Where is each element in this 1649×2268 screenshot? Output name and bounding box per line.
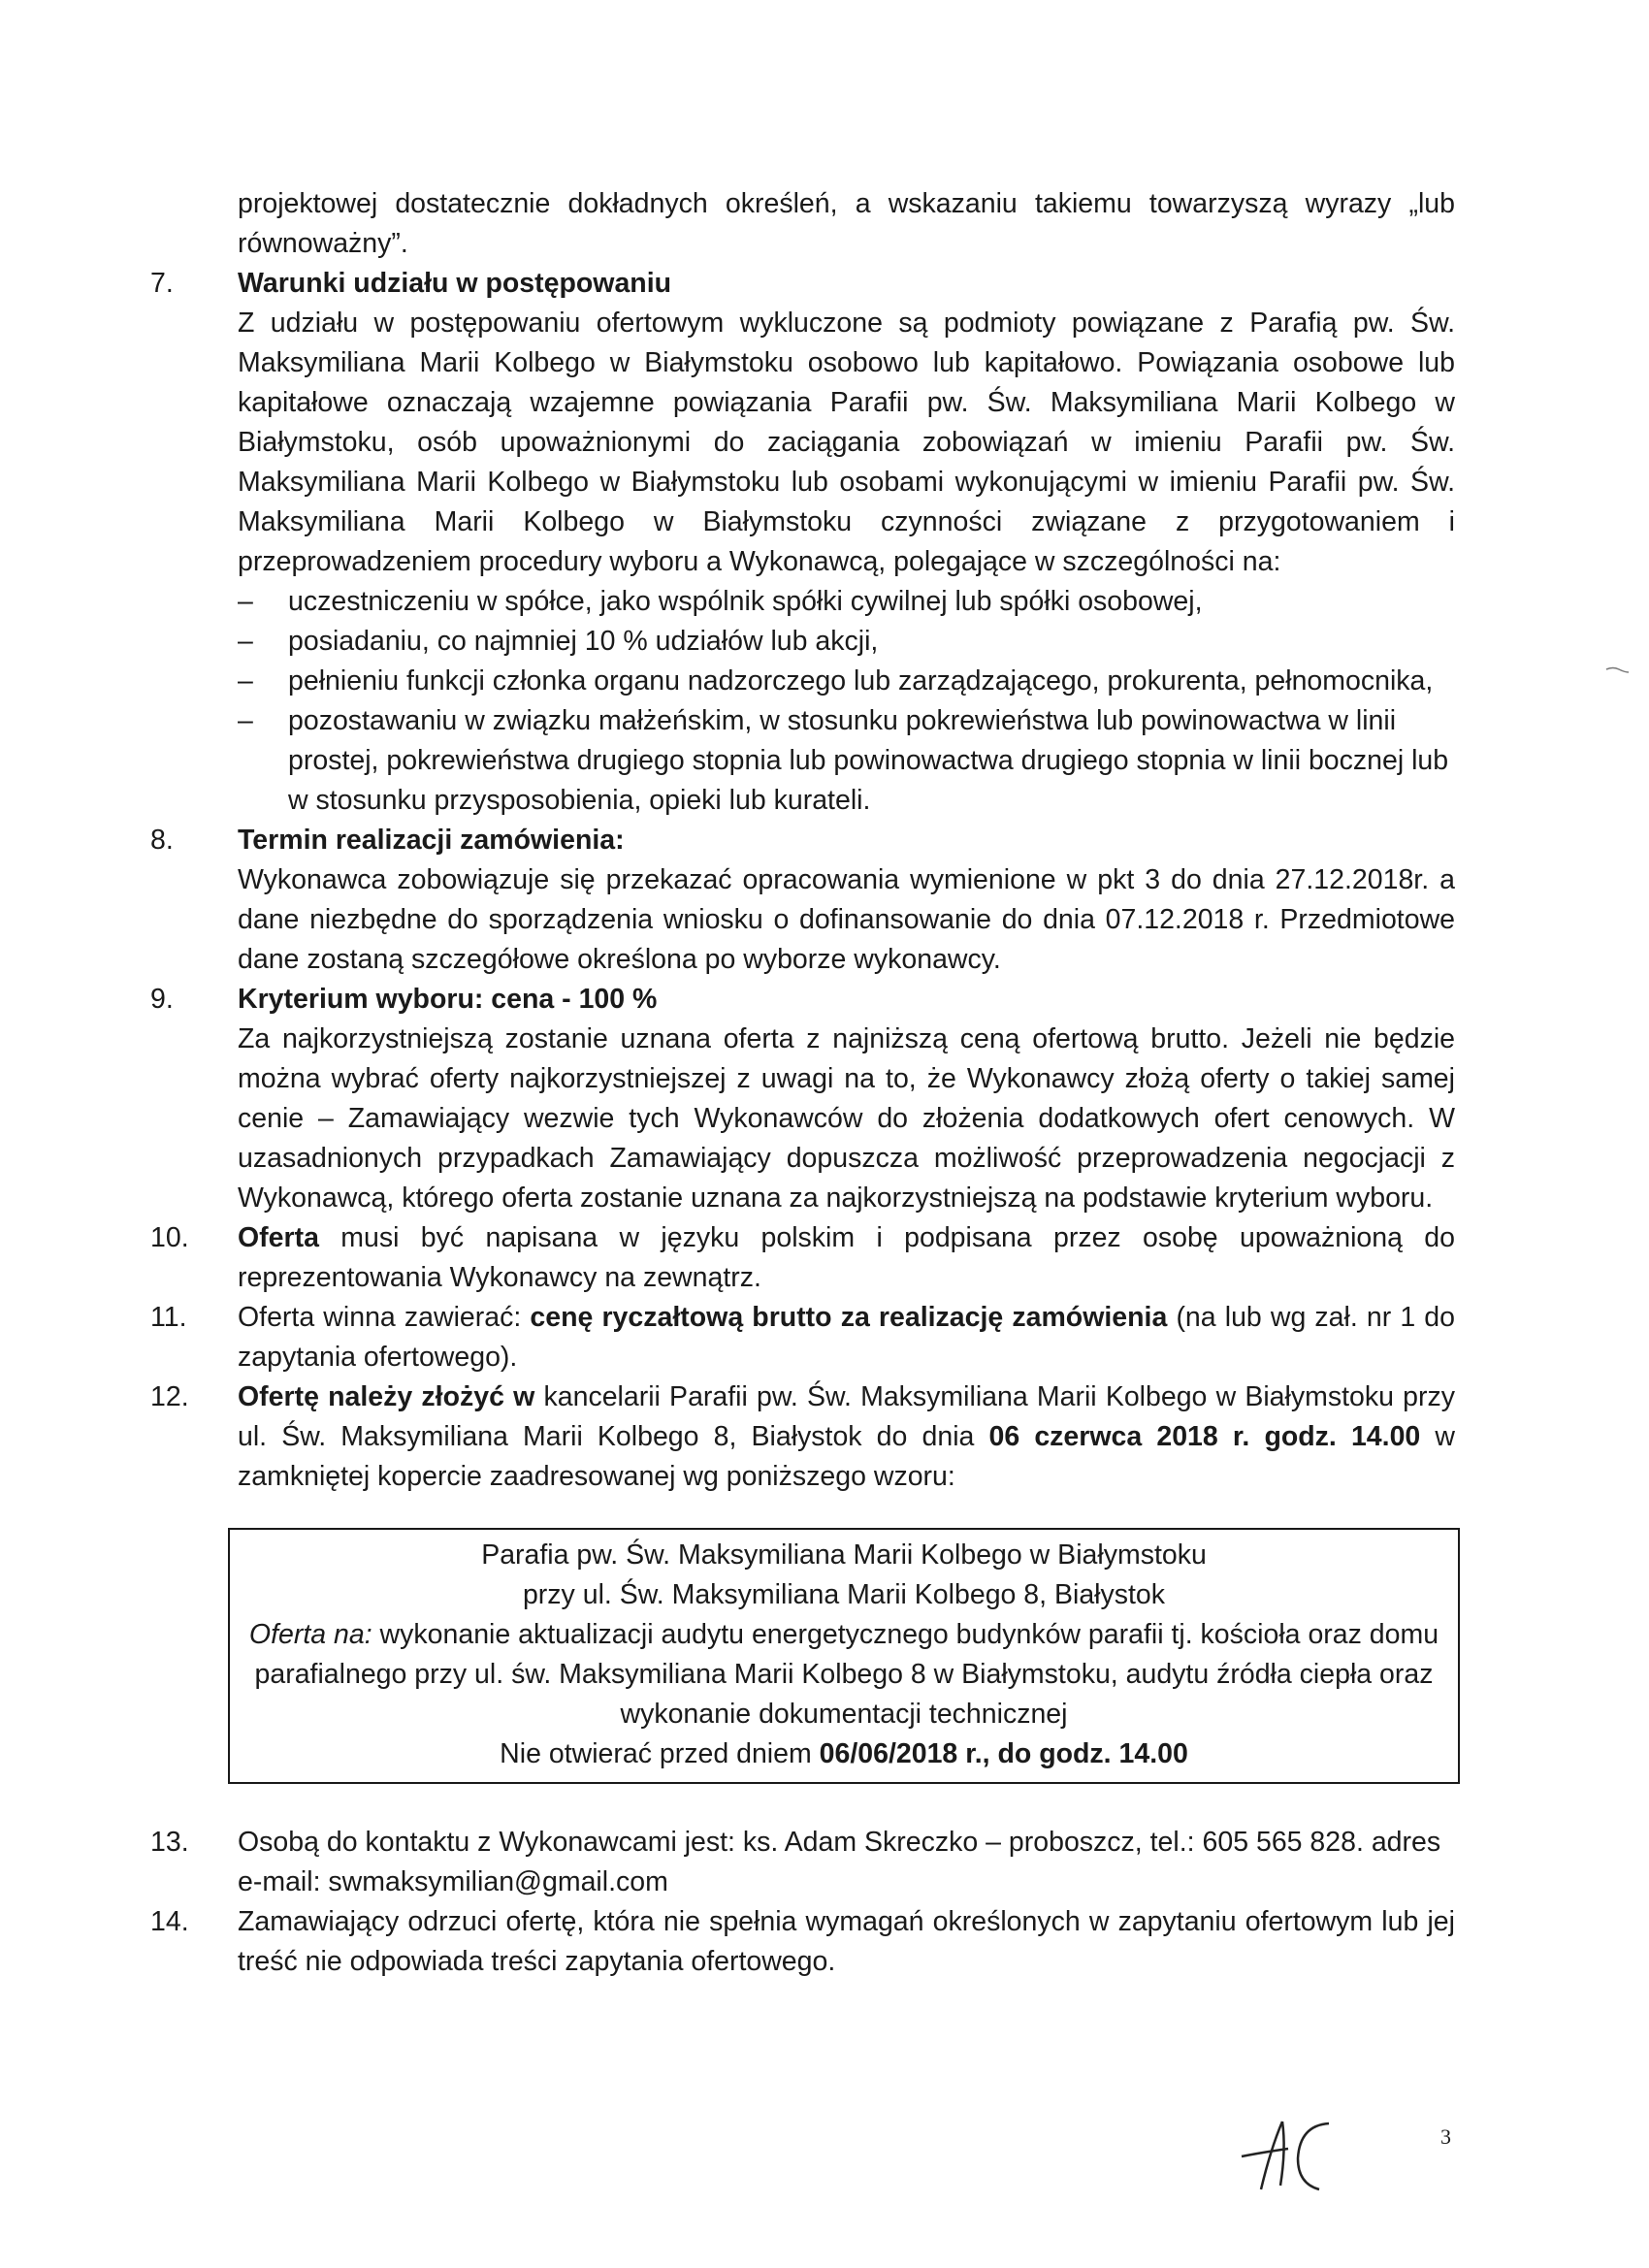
offer-description: Oferta na: wykonanie aktualizacji audytu energetycznego budynków parafii tj. kościoła oraz domu parafialnego przy ul. św. Maksymiliana Marii Kolbego 8 w Białymstoku, audytu źródła ciepła oraz wykonanie dokumentacji technicznej xyxy=(248,1619,1439,1730)
list-item: – uczestniczeniu w spółce, jako wspólnik spółki cywilnej lub spółki osobowej, xyxy=(238,586,1203,617)
section-12 xyxy=(150,1377,1455,1497)
list-item: – posiadaniu, co najmniej 10 % udziałów lub akcji, xyxy=(238,626,879,657)
section-text: musi być napisana w języku polskim i podpisana przez osobę upoważnioną do reprezentowania Wykonawcy na zewnątrz. xyxy=(238,1222,1455,1293)
section-number: 12. xyxy=(150,1381,189,1412)
section-heading: Warunki udziału w postępowaniu xyxy=(238,268,672,299)
section-body: Wykonawca zobowiązuje się przekazać opracowania wymienione w pkt 3 do dnia 27.12.2018r. a dane niezbędne do sporządzenia wniosku o dofinansowanie do dnia 07.12.2018 r. Przedmiotowe dane zostaną szczegółowe określona po wyborze wykonawcy. xyxy=(238,864,1455,975)
section-heading: Kryterium wyboru: cena - 100 % xyxy=(238,984,658,1015)
section-text: (na lub wg zał. nr 1 do zapytania ofertowego). xyxy=(238,1302,1455,1373)
signature-initials xyxy=(1232,2110,1339,2197)
section-number: 14. xyxy=(150,1906,189,1937)
condition-list xyxy=(238,582,1455,821)
continuation-paragraph xyxy=(199,184,1455,264)
section-number: 11. xyxy=(150,1302,187,1333)
address-line: Parafia pw. Św. Maksymiliana Marii Kolbego w Białymstoku xyxy=(481,1539,1207,1571)
section-10 xyxy=(150,1218,1455,1298)
bold-text: Oferta xyxy=(238,1222,319,1253)
bold-text: cenę ryczałtową brutto za realizację zamówienia xyxy=(530,1302,1168,1333)
continuation-text: projektowej dostatecznie dokładnych określeń, a wskazaniu takiemu towarzyszą wyrazy „lub równoważny”. xyxy=(238,188,1455,259)
section-7 xyxy=(150,264,1455,821)
section-number: 8. xyxy=(150,825,174,856)
envelope-address-box xyxy=(228,1528,1460,1784)
section-body: Z udziału w postępowaniu ofertowym wykluczone są podmioty powiązane z Parafią pw. Św. Maksymiliana Marii Kolbego w Białymstoku osobowo lub kapitałowo. Powiązania osobowe lub kapitałowe oznaczają wzajemne powiązania Parafii pw. Św. Maksymiliana Marii Kolbego w Białymstoku, osób upoważnionymi do zaciągania zobowiązań w imieniu Parafii pw. Św. Maksymiliana Marii Kolbego w Białymstoku lub osobami wykonującymi w imieniu Parafii pw. Św. Maksymiliana Marii Kolbego w Białymstoku czynności związane z przygotowaniem i przeprowadzeniem procedury wyboru a Wykonawcą, polegające w szczególności na: xyxy=(238,308,1455,577)
section-text: kancelarii Parafii pw. Św. Maksymiliana Marii Kolbego w Białymstoku przy ul. Św. Maksymiliana Marii Kolbego 8, Białystok do dnia xyxy=(238,1381,1455,1452)
do-not-open-line: Nie otwierać przed dniem 06/06/2018 r., do godz. 14.00 xyxy=(500,1738,1188,1769)
section-heading: Termin realizacji zamówienia: xyxy=(238,825,625,856)
section-8 xyxy=(150,821,1455,980)
section-9 xyxy=(150,980,1455,1218)
section-text: Osobą do kontaktu z Wykonawcami jest: ks. Adam Skreczko – proboszcz, tel.: 605 565 828. adres e-mail: swmaksymilian@gmail.com xyxy=(238,1827,1441,1897)
document-body xyxy=(150,184,1455,1982)
list-item: – pełnieniu funkcji członka organu nadzorczego lub zarządzającego, prokurenta, pełnomocnika, xyxy=(238,665,1434,697)
section-text: Zamawiający odrzuci ofertę, która nie spełnia wymagań określonych w zapytaniu ofertowym lub jej treść nie odpowiada treści zapytania ofertowego. xyxy=(238,1906,1455,1977)
section-number: 13. xyxy=(150,1827,189,1858)
bold-text: 06 czerwca 2018 r. godz. 14.00 xyxy=(988,1421,1421,1452)
section-number: 10. xyxy=(150,1222,189,1253)
bold-text: Ofertę należy złożyć w xyxy=(238,1381,535,1412)
section-11 xyxy=(150,1298,1455,1377)
offer-label: Oferta na: xyxy=(248,1619,372,1650)
section-13 xyxy=(150,1823,1455,1902)
section-text: Oferta winna zawierać: xyxy=(238,1302,531,1333)
scan-mark xyxy=(1605,664,1630,676)
section-number: 9. xyxy=(150,984,174,1015)
section-number: 7. xyxy=(150,268,174,299)
list-item: – pozostawaniu w związku małżeńskim, w stosunku pokrewieństwa lub powinowactwa w linii prostej, pokrewieństwa drugiego stopnia lub powinowactwa drugiego stopnia w linii bocznej lub w stosunku przysposobienia, opieki lub kurateli. xyxy=(238,705,1449,816)
page-number: 3 xyxy=(1440,2124,1451,2149)
section-body: Za najkorzystniejszą zostanie uznana oferta z najniższą ceną ofertową brutto. Jeżeli nie będzie można wybrać oferty najkorzystniejszej z uwagi na to, że Wykonawcy złożą oferty o takiej samej cenie – Zamawiający wezwie tych Wykonawców do złożenia dodatkowych ofert cenowych. W uzasadnionych przypadkach Zamawiający dopuszcza możliwość przeprowadzenia negocjacji z Wykonawcą, którego oferta zostanie uznana za najkorzystniejszą na podstawie kryterium wyboru. xyxy=(238,1023,1455,1214)
address-line: przy ul. Św. Maksymiliana Marii Kolbego 8, Białystok xyxy=(522,1579,1166,1610)
section-text: w zamkniętej kopercie zaadresowanej wg poniższego wzoru: xyxy=(238,1421,1455,1492)
section-14 xyxy=(150,1902,1455,1982)
